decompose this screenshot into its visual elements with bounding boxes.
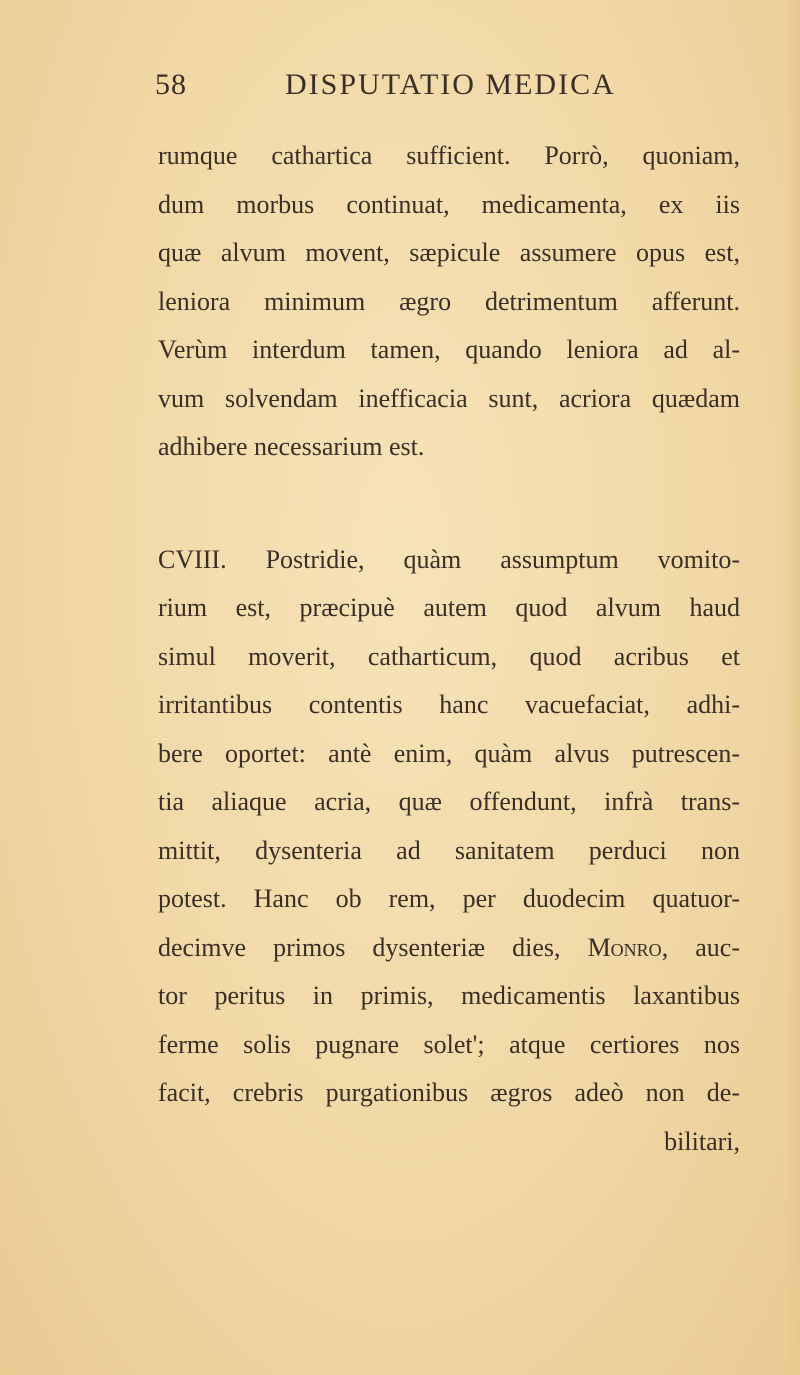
page-number: 58 bbox=[155, 68, 187, 101]
body-text bbox=[158, 132, 740, 1166]
text-line: dum morbus continuat, medicamenta, ex iis bbox=[158, 189, 740, 219]
text-line: facit, crebris purgationibus ægros adeò non de- bbox=[158, 1078, 740, 1107]
page-edge-shadow bbox=[786, 0, 800, 1375]
text-line: CVIII. Postridie, quàm assumptum vomito- bbox=[158, 544, 740, 574]
catchword: bilitari, bbox=[664, 1126, 740, 1156]
text-line: irritantibus contentis hanc vacuefaciat, adhi- bbox=[158, 690, 740, 719]
text-line: rium est, præcipuè autem quod alvum haud bbox=[158, 593, 740, 622]
paragraph-2 bbox=[158, 536, 740, 1167]
text-line: tor peritus in primis, medicamentis laxantibus bbox=[158, 981, 740, 1010]
text-line: mittit, dysenteria ad sanitatem perduci non bbox=[158, 835, 740, 865]
text-line: bere oportet: antè enim, quàm alvus putrescen- bbox=[158, 738, 740, 768]
text-line: quæ alvum movent, sæpicule assumere opus est, bbox=[158, 238, 740, 267]
paragraph-1 bbox=[158, 132, 740, 472]
text-line: ferme solis pugnare solet'; atque certiores nos bbox=[158, 1029, 740, 1059]
text-line: rumque cathartica sufficient. Porrò, quoniam, bbox=[158, 141, 740, 170]
text-segment: decimve primos dysenteriæ dies, bbox=[158, 932, 561, 962]
text-segment: , auc- bbox=[661, 932, 740, 962]
text-line: tia aliaque acria, quæ offendunt, infrà trans- bbox=[158, 787, 740, 816]
author-name-monro: Monro bbox=[587, 932, 662, 962]
text-line-with-name bbox=[158, 924, 740, 973]
page-header bbox=[155, 68, 715, 118]
text-line: Verùm interdum tamen, quando leniora ad al- bbox=[158, 335, 740, 364]
text-line: adhibere necessarium est. bbox=[158, 432, 425, 461]
text-line: potest. Hanc ob rem, per duodecim quatuor- bbox=[158, 884, 740, 913]
running-title: DISPUTATIO MEDICA bbox=[285, 68, 616, 101]
text-line: leniora minimum ægro detrimentum afferunt. bbox=[158, 286, 740, 316]
paragraph-gap bbox=[158, 472, 740, 536]
text-line: simul moverit, catharticum, quod acribus et bbox=[158, 641, 740, 671]
text-line: vum solvendam inefficacia sunt, acriora quædam bbox=[158, 383, 740, 413]
